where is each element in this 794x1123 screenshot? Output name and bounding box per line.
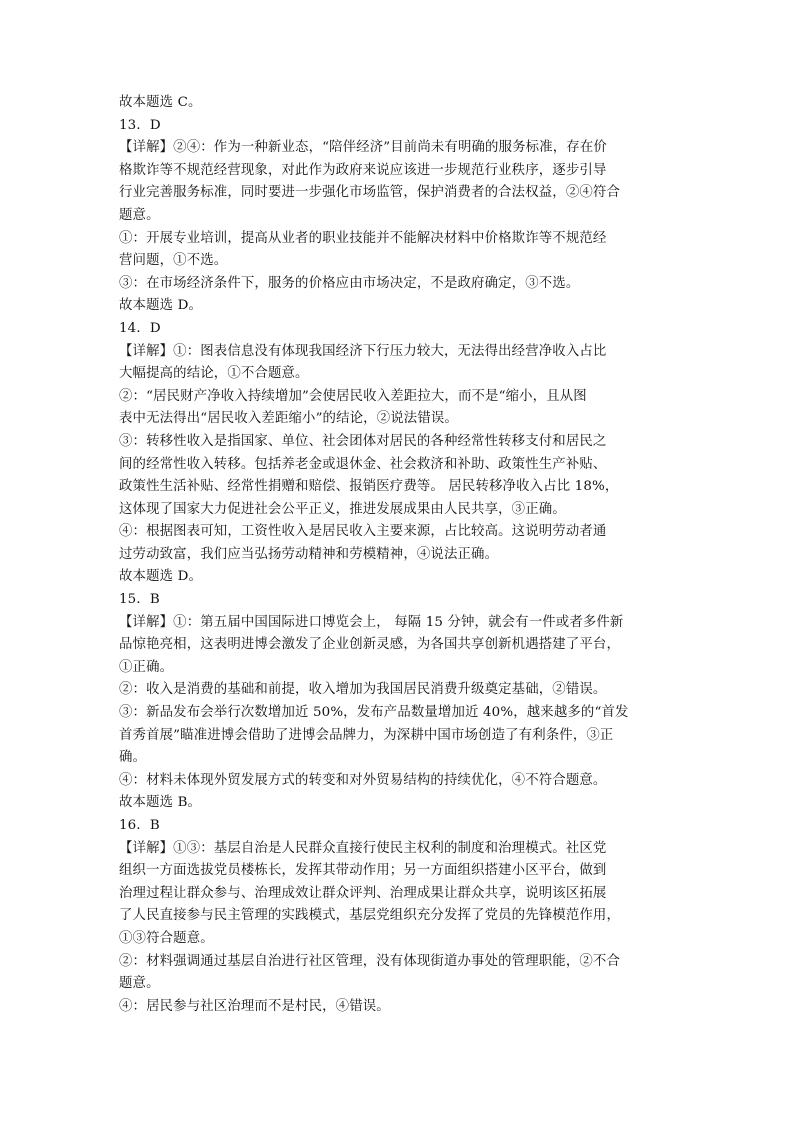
text-line: ④：居民参与社区治理而不是村民，④错误。 — [119, 998, 390, 1014]
text-line: ④：根据图表可知，工资性收入是居民收入主要来源，占比较高。这说明劳动者通 — [119, 524, 607, 540]
text-line: 大幅提高的结论，①不合题意。 — [119, 366, 309, 382]
text-line: 确。 — [119, 750, 147, 766]
text-line: 这体现了国家大力促进社会公平正义，推进发展成果由人民共享，③正确。 — [119, 501, 566, 517]
question-number: 13．D — [119, 117, 161, 133]
text-line: 故本题选 C。 — [119, 95, 202, 110]
text-line: ②：材料强调通过基层自治进行社区管理，没有体现街道办事处的管理职能，②不合 — [119, 953, 621, 969]
text-line: 故本题选 D。 — [119, 569, 202, 585]
text-line: ③：在市场经济条件下，服务的价格应由市场决定，不是政府确定，③不选。 — [119, 275, 580, 291]
question-number: 16．B — [119, 818, 160, 833]
text-line: ②：“居民财产净收入持续增加”会使居民收入差距拉大，而不是“缩小，且从图 — [119, 388, 587, 404]
text-line: 表中无法得出“居民收入差距缩小”的结论，②说法错误。 — [119, 411, 458, 427]
text-line: ①③符合题意。 — [119, 930, 214, 946]
text-line: ④：材料未体现外贸发展方式的转变和对外贸易结构的持续优化，④不符合题意。 — [119, 772, 607, 788]
text-line: 【详解】①：第五届中国国际进口博览会上， 每隔 15 分钟，就会有一件或者多件新 — [119, 614, 624, 630]
text-line: 行业完善服务标准，同时要进一步强化市场监管，保护消费者的合法权益，②④符合 — [119, 185, 621, 201]
text-line: 题意。 — [119, 207, 160, 223]
text-line: 题意。 — [119, 976, 160, 992]
text-line: 故本题选 D。 — [119, 298, 202, 314]
question-number: 14．D — [119, 320, 161, 336]
text-line: 了人民直接参与民主管理的实践模式，基层党组织充分发挥了党员的先锋模范作用， — [119, 908, 621, 924]
answer-document — [119, 92, 679, 1018]
text-line: ②：收入是消费的基础和前提，收入增加为我国居民消费升级奠定基础，②错误。 — [119, 682, 607, 698]
text-line: 组织一方面选拔党员楼栋长，发挥其带动作用；另一方面组织搭建小区平台，做到 — [119, 863, 607, 879]
text-line: ①：开展专业培训，提高从业者的职业技能并不能解决材料中价格欺诈等不规范经 — [119, 230, 607, 246]
text-line: 【详解】①：图表信息没有体现我国经济下行压力较大，无法得出经营净收入占比 — [119, 343, 607, 359]
text-line: 间的经常性收入转移。包括养老金或退休金、社会救济和补助、政策性生产补贴、 — [119, 456, 607, 472]
text-line: 【详解】②④：作为一种新业态，“陪伴经济”目前尚未有明确的服务标准，存在价 — [119, 140, 607, 156]
text-line: ③：新品发布会举行次数增加近 50%，发布产品数量增加近 40%，越来越多的“首发 — [119, 705, 629, 721]
text-line: ③：转移性收入是指国家、单位、社会团体对居民的各种经常性转移支付和居民之 — [119, 433, 607, 449]
text-line: 治理过程让群众参与、治理成效让群众评判、治理成果让群众共享，说明该区拓展 — [119, 885, 607, 901]
text-line: 故本题选 B。 — [119, 795, 202, 811]
text-line: 过劳动致富，我们应当弘扬劳动精神和劳模精神，④说法正确。 — [119, 546, 499, 562]
text-line: 【详解】①③：基层自治是人民群众直接行使民主权利的制度和治理模式。社区党 — [119, 840, 607, 856]
question-number: 15．B — [119, 592, 160, 608]
text-line: 营问题，①不选。 — [119, 253, 228, 269]
text-line: 首秀首展”瞄准进博会借助了进博会品牌力，为深耕中国市场创造了有利条件，③正 — [119, 727, 614, 743]
text-line: 政策性生活补贴、经常性捐赠和赔偿、报销医疗费等。 居民转移净收入占比 18%， — [119, 479, 619, 495]
text-line: 格欺诈等不规范经营现象，对此作为政府来说应该进一步规范行业秩序，逐步引导 — [119, 162, 607, 178]
text-line: 品惊艳亮相，这表明进博会激发了企业创新灵感，为各国共享创新机遇搭建了平台， — [119, 637, 621, 653]
text-line: ①正确。 — [119, 659, 174, 675]
